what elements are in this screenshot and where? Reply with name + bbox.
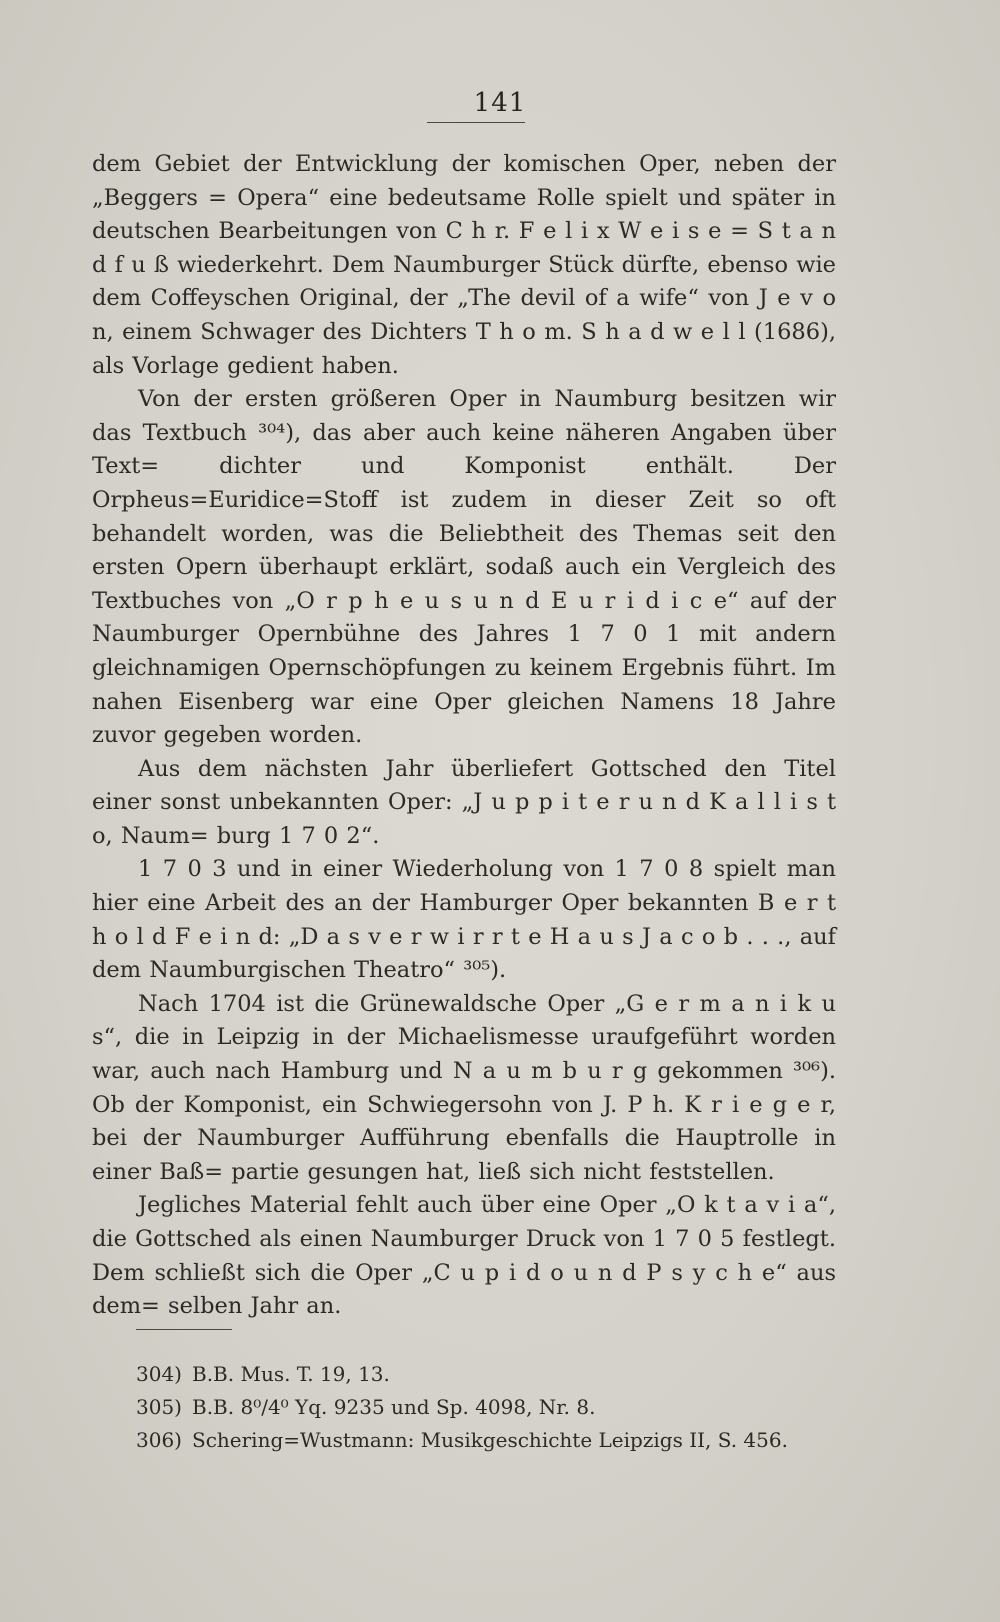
header-rule [427, 122, 525, 123]
footnote-306 [136, 1424, 856, 1457]
paragraph-2: Von der ersten größeren Oper in Naumburg besitzen wir das Textbuch ³⁰⁴), das aber auch keine näheren Angaben über Text= dichter und Komponist enthält. Der Orpheus=Euridice=Stoff ist zudem in dieser Zeit so oft behandelt worden, was die Beliebtheit des Themas seit den ersten Opern überhaupt erklärt, sodaß auch ein Vergleich des Textbuches von „O r p h e u s u n d E u r i d i c e“ auf der Naumburger Opernbühne des Jahres 1 7 0 1 mit andern gleichnamigen Opernschöpfungen zu keinem Ergebnis führt. Im nahen Eisenberg war eine Oper gleichen Namens 18 Jahre zuvor gegeben worden. [92, 386, 836, 749]
paragraph-3: Aus dem nächsten Jahr überliefert Gottsched den Titel einer sonst unbekannten Oper: „J u p p i t e r u n d K a l l i s t o, Naum= burg 1 7 0 2“. [92, 755, 836, 849]
footnotes [136, 1358, 856, 1457]
footnote-rule [136, 1329, 232, 1330]
paragraph-5: Nach 1704 ist die Grünewaldsche Oper „G e r m a n i k u s“, die in Leipzig in der Michaelismesse uraufgeführt worden war, auch nach Hamburg und N a u m b u r g gekommen ³⁰⁶). Ob der Komponist, ein Schwiegersohn von J. P h. K r i e g e r, bei der Naumburger Aufführung ebenfalls die Hauptrolle in einer Baß= partie gesungen hat, ließ sich nicht feststellen. [92, 990, 836, 1185]
footnote-text: B.B. 8⁰/4⁰ Yq. 9235 und Sp. 4098, Nr. 8. [192, 1395, 596, 1419]
paragraph-1: dem Gebiet der Entwicklung der komischen Oper, neben der „Beggers = Opera“ eine bedeutsame Rolle spielt und später in deutschen Bearbeitungen von C h r. F e l i x W e i s e = S t a n d f u ß wiederkehrt. Dem Naumburger Stück dürfte, ebenso wie dem Coffeyschen Original, der „The devil of a wife“ von J e v o n, einem Schwager des Dichters T h o m. S h a d w e l l (1686), als Vorlage gedient haben. [92, 151, 836, 379]
footnote-mark: 306) [136, 1428, 182, 1452]
footnote-305 [136, 1391, 856, 1424]
footnote-304 [136, 1358, 856, 1391]
footnote-text: Schering=Wustmann: Musikgeschichte Leipzigs II, S. 456. [192, 1428, 788, 1452]
paragraph-6: Jegliches Material fehlt auch über eine Oper „O k t a v i a“, die Gottsched als einen Naumburger Druck von 1 7 0 5 festlegt. Dem schließt sich die Oper „C u p i d o u n d P s y c h e“ aus dem= selben Jahr an. [92, 1192, 836, 1320]
body-text [92, 148, 836, 1324]
footnote-text: B.B. Mus. T. 19, 13. [192, 1362, 390, 1386]
footnote-mark: 304) [136, 1362, 182, 1386]
page-number: 141 [473, 88, 527, 118]
footnote-mark: 305) [136, 1395, 182, 1419]
paragraph-4: 1 7 0 3 und in einer Wiederholung von 1 7 0 8 spielt man hier eine Arbeit des an der Hamburger Oper bekannten B e r t h o l d F e i n d: „D a s v e r w i r r t e H a u s J a c o b . . ., auf dem Naumburgischen Theatro“ ³⁰⁵). [92, 856, 836, 984]
